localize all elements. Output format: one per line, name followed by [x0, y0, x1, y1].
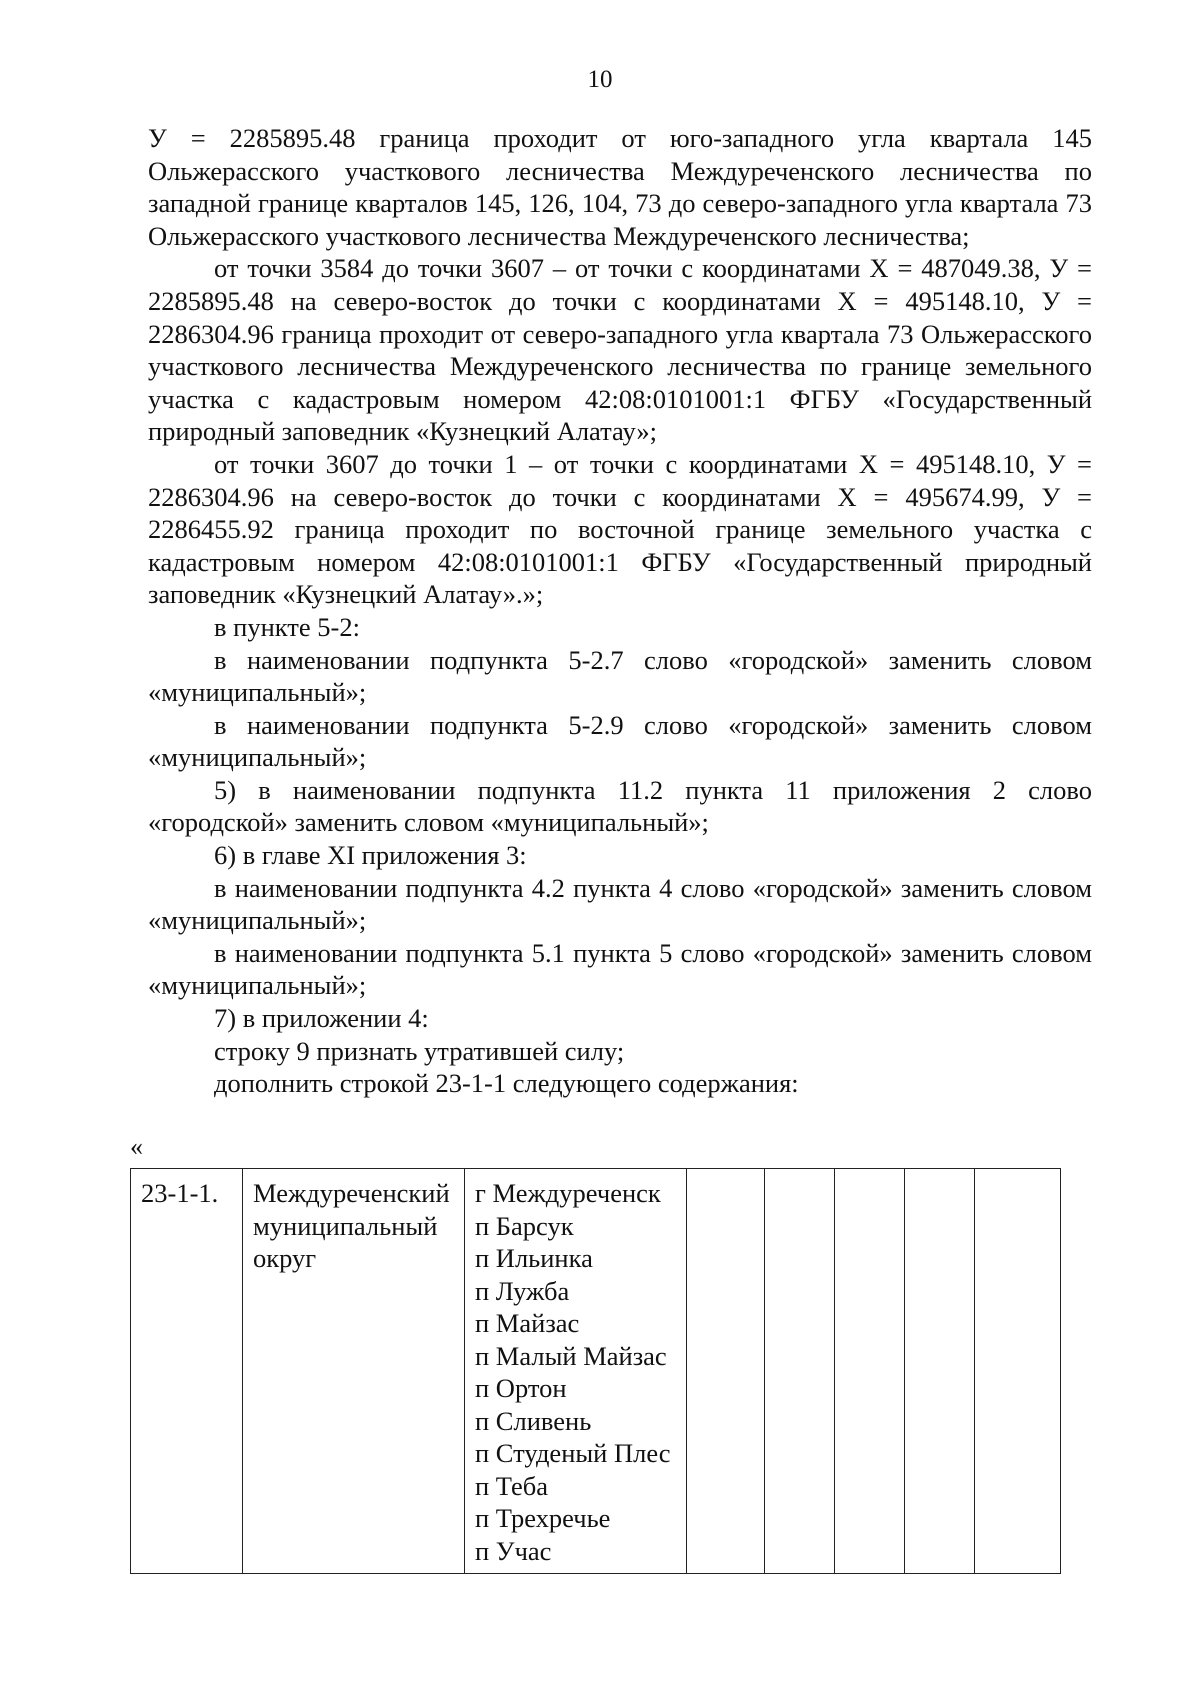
list-item: п Трехречье	[475, 1503, 611, 1533]
paragraph-item-6: 6) в главе XI приложения 3:	[214, 840, 527, 871]
paragraph-subitem-5-1: в наименовании подпункта 5.1 пункта 5 слово «городской» заменить словом «муниципальный»;	[148, 937, 1092, 1001]
table-row	[131, 1169, 1061, 1574]
empty-cell	[687, 1169, 765, 1574]
list-item: п Барсук	[475, 1210, 574, 1241]
list-item: п Майзас	[475, 1308, 580, 1338]
list-item: п Теба	[475, 1470, 548, 1501]
settlements-list	[475, 1177, 680, 1567]
paragraph-subitem-4-2: в наименовании подпункта 4.2 пункта 4 слово «городской» заменить словом «муниципальный»;	[148, 872, 1092, 936]
paragraph-add-row: дополнить строкой 23-1-1 следующего содержания:	[214, 1068, 799, 1099]
row-number-cell: 23-1-1.	[131, 1169, 243, 1574]
paragraph-subitem-5-2-9: в наименовании подпункта 5-2.9 слово «городской» заменить словом «муниципальный»;	[148, 709, 1092, 773]
list-item: п Ильинка	[475, 1243, 593, 1273]
empty-cell	[905, 1169, 975, 1574]
paragraph-item-5-2: в пункте 5-2:	[214, 611, 360, 642]
opening-quote-mark: «	[130, 1132, 143, 1161]
paragraph-item-7: 7) в приложении 4:	[214, 1003, 429, 1034]
document-body	[148, 122, 1092, 1100]
paragraph-points-3584-3607: от точки 3584 до точки 3607 – от точки с координатами Х = 487049.38, У = 2285895.48 на северо-восток до точки с координатами Х = 495148.10, У = 2286304.96 граница проходит от северо-западного угла квартала 73 Ольжерасского участкового лесничества Междуреченского лесничества по границе земельного участка с кадастровым номером 42:08:0101001:1 ФГБУ «Государственный природный заповедник «Кузнецкий Алатау»;	[148, 253, 1092, 447]
list-item: п Сливень	[475, 1405, 592, 1436]
list-item: п Учас	[475, 1535, 552, 1566]
empty-cell	[835, 1169, 905, 1574]
empty-cell	[765, 1169, 835, 1574]
list-item: п Студеный Плес	[475, 1438, 671, 1468]
list-item: п Лужба	[475, 1275, 570, 1306]
settlements-cell	[465, 1169, 687, 1574]
page-number: 10	[587, 66, 613, 93]
list-item: п Ортон	[475, 1373, 567, 1403]
district-name-cell: Междуреченский муниципальный округ	[243, 1169, 465, 1574]
paragraph-points-3607-1: от точки 3607 до точки 1 – от точки с координатами Х = 495148.10, У = 2286304.96 на северо-восток до точки с координатами Х = 495674.99, У = 2286455.92 граница проходит по восточной границе земельного участка с кадастровым номером 42:08:0101001:1 ФГБУ «Государственный природный заповедник «Кузнецкий Алатау».»;	[148, 448, 1092, 610]
paragraph-item-5: 5) в наименовании подпункта 11.2 пункта 11 приложения 2 слово «городской» заменить словом «муниципальный»;	[148, 774, 1092, 838]
paragraph-subitem-5-2-7: в наименовании подпункта 5-2.7 слово «городской» заменить словом «муниципальный»;	[148, 644, 1092, 708]
list-item: п Малый Майзас	[475, 1340, 667, 1371]
list-item: г Междуреченск	[475, 1178, 661, 1208]
paragraph-boundary-continuation: У = 2285895.48 граница проходит от юго-западного угла квартала 145 Ольжерасского участкового лесничества Междуреченского лесничества по западной границе кварталов 145, 126, 104, 73 до северо-западного угла квартала 73 Ольжерасского участкового лесничества Междуреченского лесничества;	[148, 123, 1092, 251]
appendix-table	[130, 1168, 1061, 1574]
empty-cell	[975, 1169, 1061, 1574]
paragraph-row-9-repeal: строку 9 признать утратившей силу;	[214, 1035, 625, 1066]
